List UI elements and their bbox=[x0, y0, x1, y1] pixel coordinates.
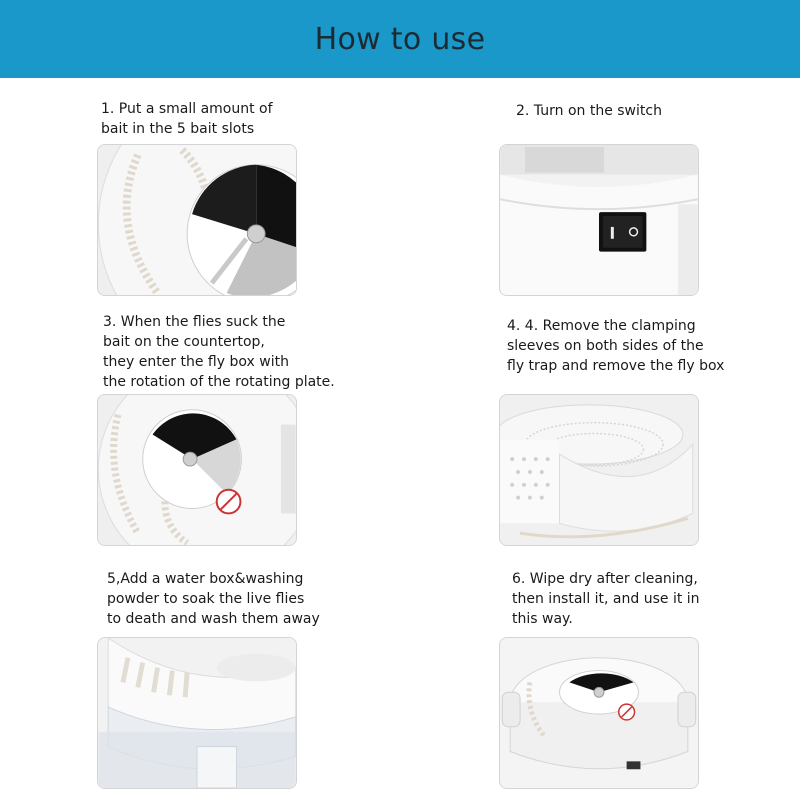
step-6-text: 6. Wipe dry after cleaning, then install it, and use it in this way. bbox=[512, 571, 700, 627]
installed-trap-photo bbox=[499, 637, 699, 789]
bait-slots-illustration bbox=[98, 145, 296, 295]
step-2-text: 2. Turn on the switch bbox=[516, 103, 662, 119]
step-4-text: 4. 4. Remove the clamping sleeves on both sides of the fly trap and remove the fly box bbox=[507, 318, 725, 374]
water-box-photo bbox=[97, 637, 297, 789]
step-1-text: 1. Put a small amount of bait in the 5 bait slots bbox=[101, 101, 273, 137]
power-switch-photo bbox=[499, 144, 699, 296]
installed-trap-illustration bbox=[500, 638, 698, 788]
power-switch-illustration bbox=[500, 145, 698, 295]
page-title: How to use bbox=[314, 21, 486, 57]
header-banner bbox=[0, 0, 800, 78]
bait-slots-photo bbox=[97, 144, 297, 296]
fly-box-illustration bbox=[500, 395, 698, 545]
rotating-plate-photo bbox=[97, 394, 297, 546]
step-3-text: 3. When the flies suck the bait on the countertop, they enter the fly box with the rotation of the rotating plate. bbox=[103, 314, 335, 390]
step-5-text: 5,Add a water box&washing powder to soak the live flies to death and wash them away bbox=[107, 571, 320, 627]
water-box-illustration bbox=[98, 638, 296, 788]
rotating-plate-illustration bbox=[98, 395, 296, 545]
fly-box-photo bbox=[499, 394, 699, 546]
